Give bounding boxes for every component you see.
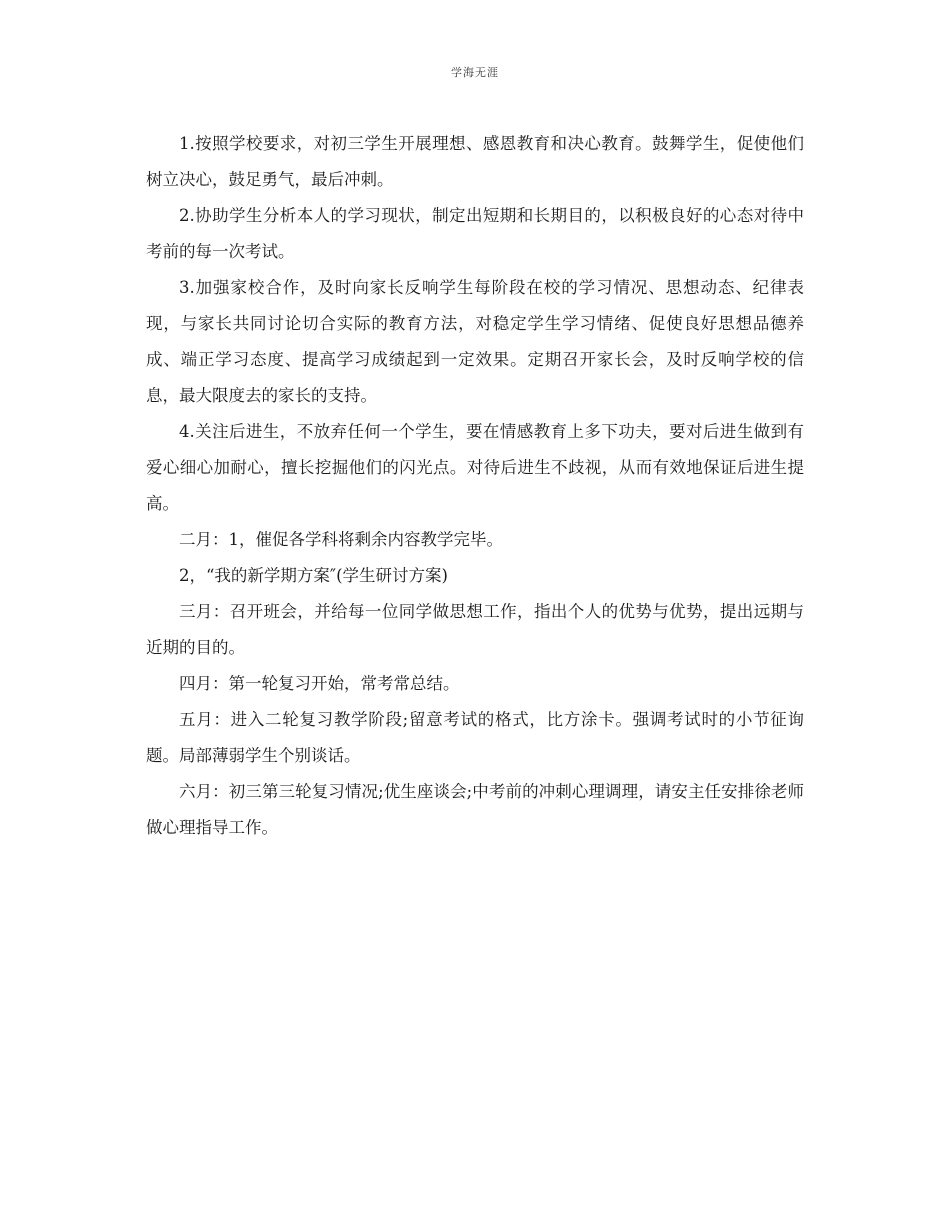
paragraph-february-item-2: 2，“我的新学期方案″(学生研讨方案) [179, 566, 448, 585]
paragraph-april: 四月：第一轮复习开始，常考常总结。 [179, 674, 460, 693]
paragraph-2: 2.协助学生分析本人的学习现状，制定出短期和长期目的，以积极良好的心态对待中考前的每一次考试。 [146, 206, 804, 261]
paragraph-3: 3.加强家校合作，及时向家长反响学生每阶段在校的学习情况、思想动态、纪律表现，与家长共同讨论切合实际的教育方法，对稳定学生学习情绪、促使良好思想品德养成、端正学习态度、提高学习成绩起到一定效果。定期召开家长会，及时反响学校的信息，最大限度去的家长的支持。 [146, 278, 804, 405]
paragraph-march: 三月：召开班会，并给每一位同学做思想工作，指出个人的优势与优势，提出远期与近期的目的。 [146, 602, 804, 657]
page-header: 学海无涯 [451, 66, 499, 79]
paragraph-4: 4.关注后进生，不放弃任何一个学生，要在情感教育上多下功夫，要对后进生做到有爱心细心加耐心，擅长挖掘他们的闪光点。对待后进生不歧视，从而有效地保证后进生提高。 [146, 422, 804, 513]
paragraph-february: 二月：1，催促各学科将剩余内容教学完毕。 [179, 530, 503, 549]
paragraph-1: 1.按照学校要求，对初三学生开展理想、感恩教育和决心教育。鼓舞学生，促使他们树立决心，鼓足勇气，最后冲刺。 [146, 134, 804, 189]
paragraph-june: 六月：初三第三轮复习情况;优生座谈会;中考前的冲刺心理调理，请安主任安排徐老师做心理指导工作。 [146, 782, 804, 837]
paragraph-may: 五月：进入二轮复习教学阶段;留意考试的格式，比方涂卡。强调考试时的小节征询题。局部薄弱学生个别谈话。 [146, 710, 804, 765]
document-body [146, 126, 804, 846]
